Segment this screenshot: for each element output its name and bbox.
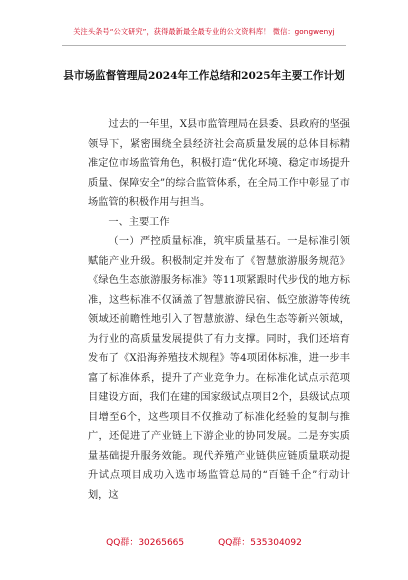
paragraph-quality-standards: （一）严控质量标准，筑牢质量基石。一是标准引领赋能产业升级。积极制定并发布了《智慧旅游服务规范》《绿色生态旅游服务标准》等11项紧跟时代步伐的地方标准，这些标准不仅涵盖了智慧旅游民宿、低空旅游等传统领域还前瞻性地引入了智慧旅游、绿色生态等新兴领域，为行业的高质量发展提供了有力支撑。同时，我们还培育发布了《X沿海养殖技术规程》等4项团体标准，进一步丰富了标准体系，提升了产业竞争力。在标准化试点示范项目建设方面，我们在建的国家级试点项目2个，县级试点项目增至6个，这些项目不仅推动了标准化经验的复制与推广，还促进了产业链上下游企业的协同发展。二是夯实质量基础提升服务效能。现代养殖产业链供应链质量联动提升试点项目成功入选市场监管总局的“百链千企”行动计划，这 bbox=[88, 236, 350, 501]
footer-qq-group-2: QQ群：535304092 bbox=[218, 538, 302, 548]
footer-contacts bbox=[0, 535, 408, 548]
paragraph-intro: 过去的一年里，X县市监管理局在县委、县政府的坚强领导下，紧密围绕全县经济社会高质量发展的总体目标精准定位市场监管角色，积极打造“优化环境、稳定市场提升质量、保障安全”的综合监管体系，在全局工作中彰显了市场监管的积极作用与担当。 bbox=[88, 119, 350, 208]
header-divider bbox=[62, 45, 346, 46]
footer-qq-group-1: QQ群：30265665 bbox=[106, 538, 185, 548]
document-body bbox=[88, 115, 350, 505]
document-title: 县市场监督管理局2024年工作总结和2025年主要工作计划 bbox=[63, 70, 345, 82]
section-heading-main-work: 一、主要工作 bbox=[108, 216, 170, 228]
header-banner: 关注头条号“公文研究”，获得最新最全最专业的公文资料库！ 微信：gongwenyj bbox=[73, 27, 335, 36]
